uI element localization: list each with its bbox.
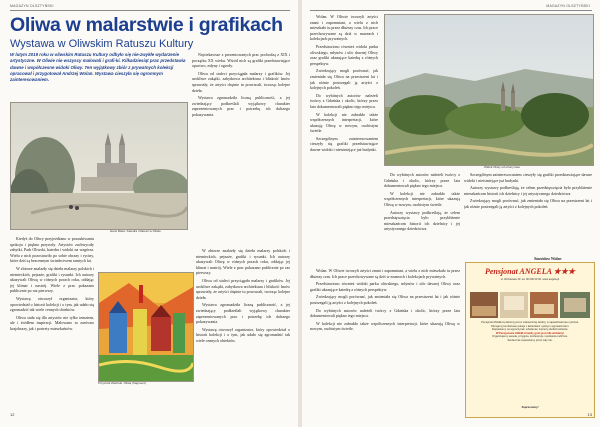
ad-contact: ul. Wczasowa 10, tel. 00 000 00 00, www.angela.pl xyxy=(500,278,560,281)
masthead: MAGAZYN OLSZTYŃSKI xyxy=(546,4,590,8)
ad-line: Zapraszamy na wypoczynek, szkolenia i imprezy okolicznościowe. xyxy=(491,328,569,331)
paragraph: Autorzy wystawy podkreślają, że celem przedsięwzięcia było przybliżenie mieszkańcom historii ich dzielnicy i jej artystycznego dziedzictwa. xyxy=(384,209,460,232)
paragraph: Szczególnym zainteresowaniem cieszyły się grafiki przedstawiające dawne widoki i nieistniejące już budynki. xyxy=(310,135,378,153)
paragraph: Wystawę otworzył organizator, który opowiedział o historii kolekcji i o tym, jak udało się zgromadzić tak wiele cennych obiektów. xyxy=(196,326,290,343)
left-column-3 xyxy=(196,248,290,408)
article-subtitle: Wystawa w Oliwskim Ratuszu Kultury xyxy=(10,38,194,50)
paragraph: Zwiedzający mogli porównać, jak zmieniała się Oliwa na przestrzeni lat i jak różnie postrzegali ją artyści z kolejnych pokoleń. xyxy=(310,294,460,305)
caption-landscape: Widok Oliwy od strony lasu xyxy=(484,165,521,169)
right-column-2 xyxy=(384,172,460,264)
right-column-bottom xyxy=(310,268,460,408)
ad-highlight: W Pensjonacie ANGELA każdy gość jest mile widziany! xyxy=(496,331,564,335)
paragraph: Oliwa od stuleci przyciągała malarzy i grafików. Jej urokliwe zakątki, zabytkowa architektura i bliskość lasów sprawiały, że artyści chętnie tu powracali, tworząc kolejne dzieła. xyxy=(192,70,290,93)
caption-top: Hans Mass, Katedra i Ratusz w Oliwie xyxy=(110,229,161,233)
page-number: 12 xyxy=(10,412,15,417)
article-title: Oliwa w malarstwie i grafikach xyxy=(10,14,283,36)
paragraph: Wolan. W Oliwie tworzyli artyści znani i zapomniani, a wielu z nich mieszkało tu przez dłuższy czas. Ich prace przechowywane są dziś w muzeach i kolekcjach prywatnych. xyxy=(310,14,378,42)
ad-line: Oferujemy komfortowe pokoje z łazienkami i pełnym wyposażeniem. xyxy=(490,324,570,328)
paragraph: Zwiedzający mogli porównać, jak zmieniała się Oliwa na przestrzeni lat i jak różnie postrzegali ją artyści z kolejnych pokoleń. xyxy=(310,68,378,91)
painting-colorful xyxy=(98,272,194,382)
painting-cathedral xyxy=(10,102,188,230)
ad-signature: Zapraszamy! xyxy=(521,405,539,409)
paragraph: Wolan. W Oliwie tworzyli artyści znani i zapomniani, a wielu z nich mieszkało tu przez dłuższy czas. Ich prace przechowywane są dziś w muzeach i kolekcjach prywatnych. xyxy=(310,268,460,279)
left-column-2 xyxy=(192,52,290,244)
paragraph: W zbiorze znalazły się dzieła malarzy polskich i niemieckich, pejzaże, grafiki i rysunki. Ich autorzy ukazywali Oliwę w różnych porach roku, oddając jej klimat i nastrój. Wiele z prac pokazano publicznie po raz pierwszy. xyxy=(196,248,290,276)
painting-landscape xyxy=(384,14,594,166)
paragraph: W zbiorze znalazły się dzieła malarzy polskich i niemieckich, pejzaże, grafiki i rysunki. Ich autorzy ukazywali Oliwę w różnych porach roku, oddając jej klimat i nastrój. Wiele z prac pokazano publicznie po raz pierwszy. xyxy=(10,265,94,294)
ad-line: Pensjonat ANGELA położony jest w malowniczej okolicy, w sąsiedztwie lasu i jeziora. xyxy=(481,321,579,324)
paragraph: Wystawę otworzył organizator, który opowiedział o historii kolekcji i o tym, jak udało się zgromadzić tak wiele cennych obiektów. xyxy=(10,295,94,313)
paragraph: Wystawa zgromadziła liczną publiczność, a jej zwiedzający podkreślali wyjątkowy charakter zaprezentowanych prac i potrzebę ich dalszego pokazywania. xyxy=(196,302,290,325)
right-column-3 xyxy=(464,172,592,258)
ad-title-text: Pensjonat ANGELA xyxy=(484,267,552,276)
ad-line: Organizujemy wesela, przyjęcia, konferencje i spotkania rodzinne. xyxy=(492,335,568,338)
paragraph: Oliwa stała się dla artystów nie tylko tematem, ale i źródłem inspiracji. Malowano tu zarówno krajobrazy, jak i portrety mieszkańców. xyxy=(10,314,94,331)
ad-photo-strip xyxy=(470,292,590,318)
ad-body xyxy=(470,321,590,342)
paragraph: Przedstawiono również widoki parku oliwskiego, młynów i ulic dawnej Oliwy oraz grafiki ukazujące katedrę z różnych perspektyw. xyxy=(310,43,378,66)
paragraph: Przedstawiono również widoki parku oliwskiego, młynów i ulic dawnej Oliwy oraz grafiki ukazujące katedrę z różnych perspektyw. xyxy=(310,281,460,292)
paragraph: Najciekawsze z prezentowanych prac pochodzą z XIX i początku XX wieku. Wśród nich są grafiki przedstawiające opactwo, młyny i ogrody. xyxy=(192,52,290,69)
caption-bottom: Krzysztof Zieliński, Oliwa (fragment) xyxy=(98,381,146,385)
paragraph: Kiedyś do Oliwy przyjeżdżano w poszukiwaniu spokoju i piękna przyrody. Artystów zachwycały zabytki, Park Oliwski, katedra i widoki na wzgórza. Wielu z nich pozostawiło po sobie obrazy i ryciny, które dziś są bezcennym świadectwem tamtych lat. xyxy=(10,236,94,264)
paragraph: W kolekcji nie zabrakło także współczesnych interpretacji, które ukazują Oliwę w nowym, osobistym świetle. xyxy=(384,190,460,207)
paragraph: Oliwa od stuleci przyciągała malarzy i grafików. Jej urokliwe zakątki, zabytkowa architektura i bliskość lasów sprawiały, że artyści chętnie tu powracali, tworząc kolejne dzieła. xyxy=(196,277,290,300)
pensjonat-advertisement[interactable] xyxy=(465,262,595,418)
divider xyxy=(10,10,290,11)
article-lead: W lutym 2019 roku w oliwskim Ratuszu Kultury odbyło się nie-zwykłe wydarzenie artystyczne. W Oliwie nie wszyscy malowali i grafi-ki. Kilkadziesiąt prac przedstawia dawne i współczesne widoki Oliwy. Ten wyjątkowy zbiór z prywatnych kolekcji opracował i przygotował Andrzej Wolan. Wystawa cieszyła się ogromnym zainteresowaniem. xyxy=(10,52,186,83)
paragraph: Do wybitnych autorów należeli twórcy z Gdańska i okolic, którzy przez lata dokumentowali piękno tego miejsca. xyxy=(310,92,378,109)
author-signature: Stanisław Wolan xyxy=(534,256,562,261)
paragraph: Zwiedzający mogli porównać, jak zmieniała się Oliwa na przestrzeni lat i jak różnie postrzegali ją artyści z kolejnych pokoleń. xyxy=(464,198,592,209)
divider xyxy=(310,10,592,11)
paragraph: Autorzy wystawy podkreślają, że celem przedsięwzięcia było przybliżenie mieszkańcom historii ich dzielnicy i jej artystycznego dziedzictwa. xyxy=(464,185,592,196)
ad-title xyxy=(466,267,594,276)
paragraph: W kolekcji nie zabrakło także współczesnych interpretacji, które ukazują Oliwę w nowym, osobistym świetle. xyxy=(310,111,378,134)
paragraph: Do wybitnych autorów należeli twórcy z Gdańska i okolic, którzy przez lata dokumentowali piękno tego miejsca. xyxy=(384,172,460,189)
left-column-1 xyxy=(10,236,94,408)
left-page xyxy=(0,0,298,427)
star-rating: ★★★ xyxy=(553,267,576,276)
right-column-1 xyxy=(310,14,378,264)
masthead: MAGAZYN OLSZTYŃSKI xyxy=(10,4,54,8)
ad-line: Serdecznie zapraszamy przez cały rok. xyxy=(507,338,553,342)
paragraph: Do wybitnych autorów należeli twórcy z Gdańska i okolic, którzy przez lata dokumentowali piękno tego miejsca. xyxy=(310,307,460,319)
right-page xyxy=(302,0,600,427)
paragraph: Wystawa zgromadziła liczną publiczność, a jej zwiedzający podkreślali wyjątkowy charakter zaprezentowanych prac i potrzebę ich dalszego pokazywania. xyxy=(192,95,290,117)
page-number: 13 xyxy=(587,412,592,417)
paragraph: W kolekcji nie zabrakło także współczesnych interpretacji, które ukazują Oliwę w nowym, osobistym świetle. xyxy=(310,320,460,332)
paragraph: Szczególnym zainteresowaniem cieszyły się grafiki przedstawiające dawne widoki i nieistniejące już budynki. xyxy=(464,172,592,183)
